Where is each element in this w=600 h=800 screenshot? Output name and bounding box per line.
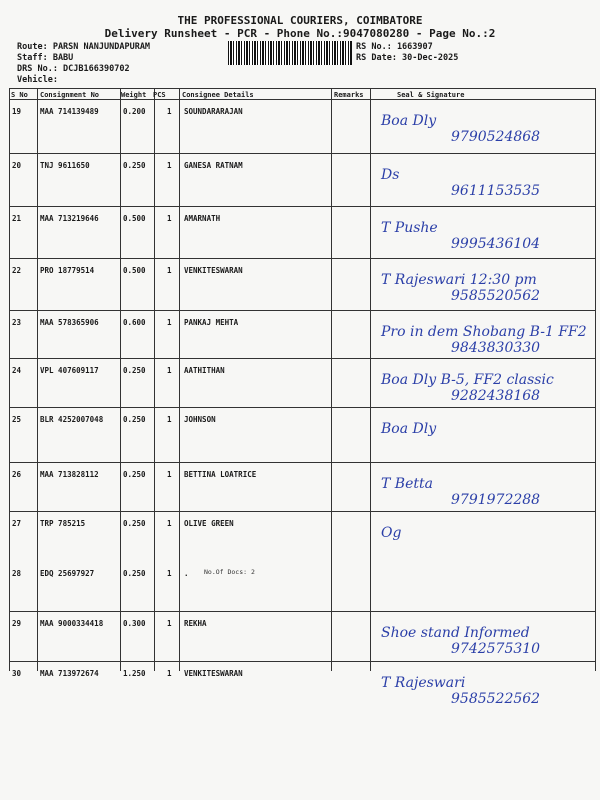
table-column-divider xyxy=(595,88,596,671)
consignee-name: REKHA xyxy=(184,619,207,628)
pcs-value: 1 xyxy=(167,214,172,223)
drs-label: DRS No.: DCJB166390702 xyxy=(17,64,130,74)
weight-value: 0.250 xyxy=(123,470,146,479)
consignment-number: MAA 713219646 xyxy=(40,214,99,223)
handwritten-signature: Boa Dly xyxy=(381,421,437,437)
handwritten-signature: T Rajeswari 12:30 pm xyxy=(381,272,537,288)
weight-value: 0.250 xyxy=(123,519,146,528)
table-column-divider xyxy=(154,88,155,671)
pcs-value: 1 xyxy=(167,415,172,424)
handwritten-phone: 9585520562 xyxy=(451,288,541,304)
vehicle-label: Vehicle: xyxy=(17,75,58,85)
column-header: S No xyxy=(11,91,28,99)
row-serial-number: 24 xyxy=(12,366,22,375)
consignee-name: PANKAJ MEHTA xyxy=(184,318,239,327)
consignment-number: MAA 714139489 xyxy=(40,107,99,116)
row-serial-number: 25 xyxy=(12,415,22,424)
row-serial-number: 20 xyxy=(12,161,22,170)
row-serial-number: 23 xyxy=(12,318,22,327)
weight-value: 0.500 xyxy=(123,214,146,223)
column-header: Consignee Details xyxy=(182,91,254,99)
weight-value: 0.250 xyxy=(123,161,146,170)
row-divider xyxy=(9,206,595,207)
row-divider xyxy=(9,611,595,612)
consignment-number: EDQ 25697927 xyxy=(40,569,95,578)
handwritten-signature: T Betta xyxy=(381,476,433,492)
handwritten-phone: 9790524868 xyxy=(451,129,541,145)
column-header: Consignment No xyxy=(40,91,100,99)
handwritten-phone: 9843830330 xyxy=(451,340,541,356)
table-column-divider xyxy=(179,88,180,671)
weight-value: 0.300 xyxy=(123,619,146,628)
row-serial-number: 30 xyxy=(12,669,22,678)
table-column-divider xyxy=(120,88,121,671)
row-divider xyxy=(9,358,595,359)
consignee-name: AMARNATH xyxy=(184,214,221,223)
pcs-value: 1 xyxy=(167,107,172,116)
consignee-name: OLIVE GREEN xyxy=(184,519,234,528)
table-column-divider xyxy=(37,88,38,671)
consignee-name: GANESA RATNAM xyxy=(184,161,243,170)
consignment-number: VPL 407609117 xyxy=(40,366,99,375)
consignee-name: . xyxy=(184,569,189,578)
weight-value: 0.250 xyxy=(123,366,146,375)
pcs-value: 1 xyxy=(167,318,172,327)
barcode xyxy=(228,41,352,65)
row-serial-number: 27 xyxy=(12,519,22,528)
weight-value: 0.500 xyxy=(123,266,146,275)
row-serial-number: 29 xyxy=(12,619,22,628)
consignment-number: TRP 785215 xyxy=(40,519,86,528)
rs-no-label: RS No.: 1663907 xyxy=(356,42,433,52)
handwritten-phone: 9585522562 xyxy=(451,691,541,707)
table-column-divider xyxy=(370,88,371,671)
consignee-name: SOUNDARARAJAN xyxy=(184,107,243,116)
consignee-name: VENKITESWARAN xyxy=(184,266,243,275)
consignment-number: MAA 9000334418 xyxy=(40,619,104,628)
handwritten-phone: 9791972288 xyxy=(451,492,541,508)
table-column-divider xyxy=(9,88,10,671)
handwritten-signature: Shoe stand Informed xyxy=(381,625,530,641)
handwritten-signature: T Pushe xyxy=(381,220,438,236)
column-header: PCS xyxy=(153,91,166,99)
row-serial-number: 26 xyxy=(12,470,22,479)
row-divider xyxy=(9,407,595,408)
page-title: THE PROFESSIONAL COURIERS, COIMBATORE xyxy=(177,14,423,27)
handwritten-phone: 9611153535 xyxy=(451,183,541,199)
pcs-value: 1 xyxy=(167,470,172,479)
pcs-value: 1 xyxy=(167,366,172,375)
consignment-number: MAA 713828112 xyxy=(40,470,99,479)
table-column-divider xyxy=(331,88,332,671)
pcs-value: 1 xyxy=(167,569,172,578)
handwritten-signature: Ds xyxy=(381,167,400,183)
pcs-value: 1 xyxy=(167,266,172,275)
consignment-number: MAA 713972674 xyxy=(40,669,99,678)
weight-value: 0.250 xyxy=(123,569,146,578)
handwritten-signature: T Rajeswari xyxy=(381,675,466,691)
column-header: Weight xyxy=(121,91,147,99)
consignment-number: TNJ 9611650 xyxy=(40,161,90,170)
weight-value: 1.250 xyxy=(123,669,146,678)
route-label: Route: PARSN NANJUNDAPURAM xyxy=(17,42,151,52)
rs-date-label: RS Date: 30-Dec-2025 xyxy=(356,53,459,63)
row-serial-number: 22 xyxy=(12,266,22,275)
staff-label: Staff: BABU xyxy=(17,53,74,63)
column-header: Remarks xyxy=(334,91,364,99)
handwritten-phone: 9742575310 xyxy=(451,641,541,657)
consignee-name: VENKITESWARAN xyxy=(184,669,243,678)
runsheet-table xyxy=(9,88,595,707)
consignee-name: JOHNSON xyxy=(184,415,216,424)
table-rule xyxy=(9,99,595,100)
row-serial-number: 28 xyxy=(12,569,22,578)
handwritten-signature: Og xyxy=(381,525,402,541)
row-divider xyxy=(9,462,595,463)
pcs-value: 1 xyxy=(167,619,172,628)
no-of-docs: No.Of Docs: 2 xyxy=(204,568,255,576)
consignment-number: PRO 18779514 xyxy=(40,266,95,275)
weight-value: 0.200 xyxy=(123,107,146,116)
consignment-number: MAA 578365906 xyxy=(40,318,99,327)
row-divider xyxy=(9,258,595,259)
pcs-value: 1 xyxy=(167,669,172,678)
table-rule xyxy=(9,88,595,89)
handwritten-phone: 9995436104 xyxy=(451,236,541,252)
weight-value: 0.250 xyxy=(123,415,146,424)
row-serial-number: 21 xyxy=(12,214,22,223)
row-divider xyxy=(9,511,595,512)
row-serial-number: 19 xyxy=(12,107,22,116)
handwritten-signature: Pro in dem Shobang B-1 FF2 xyxy=(381,324,587,340)
handwritten-phone: 9282438168 xyxy=(451,388,541,404)
consignee-name: BETTINA LOATRICE xyxy=(184,470,257,479)
page-subtitle: Delivery Runsheet - PCR - Phone No.:9047080280 - Page No.:2 xyxy=(104,27,496,40)
handwritten-signature: Boa Dly xyxy=(381,113,437,129)
pcs-value: 1 xyxy=(167,161,172,170)
pcs-value: 1 xyxy=(167,519,172,528)
column-header: Seal & Signature xyxy=(397,91,465,99)
row-divider xyxy=(9,661,595,662)
row-divider xyxy=(9,310,595,311)
weight-value: 0.600 xyxy=(123,318,146,327)
row-divider xyxy=(9,153,595,154)
consignment-number: BLR 4252007048 xyxy=(40,415,104,424)
handwritten-signature: Boa Dly B-5, FF2 classic xyxy=(381,372,554,388)
consignee-name: AATHITHAN xyxy=(184,366,225,375)
